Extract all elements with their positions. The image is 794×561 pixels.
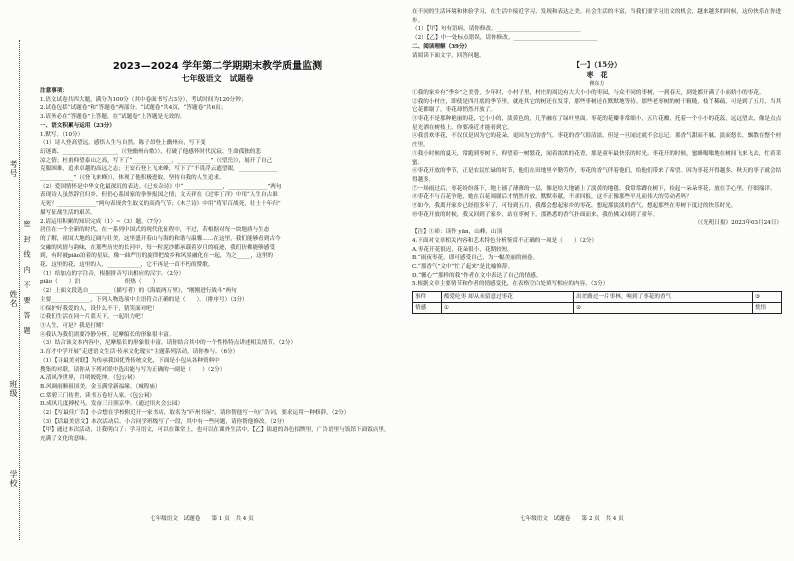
text-line: D.成风几度搏杖马，发奋三日照京华。（通过用火会公园） — [40, 401, 184, 408]
binding-strip — [0, 40, 36, 540]
binding-label-exam-number: 考号 — [9, 160, 18, 178]
table-cell: 出差路过一片枣林，嗅到了枣花的香气 — [574, 292, 753, 303]
passage-author: 穆东方 — [589, 81, 605, 88]
passage-note: 【注】①峁：读作 yān，山峰，山顶 — [412, 229, 503, 236]
text-line: （2）上面文段选自________（描写者）的《海底两万里》，“刚刚进行战斗”两句 — [40, 288, 237, 295]
text-line: 到，有时被piāo泊着的星辰，像一曲严厉的旋律把故乡和风景融化在一起，为之_____，这里的 — [40, 253, 274, 260]
text-line: B.风调雨顺祖国美，金玉满堂新福缘。（城隍庙） — [40, 383, 161, 390]
passage-body — [412, 89, 782, 220]
text-line: （3）【话最美语文】本次活动后，小合同学班级写了一段，其中有一些问题，请你帮他修改。（2分） — [40, 418, 288, 425]
text-line: ⑤我小时候的夏天，常跑到枣树下，仰望着一树繁花，闻着浓浓的花香，那是童年最快乐的时光。枣花开的时候，蜜蜂嗡嗡地在树间飞来飞去，忙着采蜜。 — [412, 150, 782, 166]
question-4-stem: 4.下面对文章相关内容和艺术特色分析鉴赏不正确的一项是（ ）（2分） — [412, 237, 598, 244]
table-row — [413, 303, 782, 314]
text-line: ⑥枣花开放的季节，正是农民忙碌的时节，他们在田地里辛勤劳作，枣花的香气伴着他们，给他们带来了希望。因为枣花开得越多，秋天的枣子就会结得越多。 — [412, 168, 782, 183]
text-line: 2.试卷包括“试题卷”和“答题卷”两部分。“试题卷”共4页，“答题卷”共6页； — [40, 105, 227, 112]
binding-label-school: 学校 — [9, 470, 18, 488]
text-line: 3.请务必在“答题卷”上答题，在“试题卷”上答题是无效的。 — [40, 114, 186, 121]
text-line: ⑨如今，我离开家乡已经很多年了，可每到五月，我都会想起家乡的枣花，想起那淡淡的香气，想起那些在枣树下度过的快乐时光。 — [412, 203, 737, 210]
text-line: 在不同的生活环境和体验学习，在生活中接近学习、发现和表达之美。社会生活的丰富，当我们要学习语文的机会，越来越多的时候，这份快乐在你进步。 — [412, 9, 782, 24]
text-line: （1）诗人登高望远，感悟人生与自然。陈子昂登上幽州台，写下变 — [40, 140, 206, 147]
left-column-text — [40, 87, 395, 444]
text-line: 表现诗人虽然辞官归乡，但仍心系国家的拳拳报国之情；文天祥在《过零丁洋》中用“人生自古谁 — [40, 192, 278, 199]
text-line: ⑦一场雨过后，枣花纷纷落下，地上铺了薄薄的一层，像是给大地铺上了淡黄的地毯。我常常蹲在树下，捡起一朵朵枣花，放在手心里，仔细端详。 — [412, 185, 776, 192]
text-line: 1.默写。（10分） — [40, 131, 84, 138]
question-5-table — [412, 291, 782, 314]
table-cell: 事件 — [413, 292, 442, 303]
question-4-options — [412, 246, 782, 281]
text-line: ③枣花不是那种艳丽的花，它小小的，淡黄色的，几乎融在了绿叶里面。枣花的花瓣非常细小，五片花瓣，托着一个小小的花蕊，远远望去，像是点点星光洒在树枝上。你要凑近才能看到它。 — [412, 116, 782, 131]
footer-left: 七年级语文 试题卷 第 1 页 共 4 页 — [150, 516, 254, 522]
text-line: ____________”（《登飞来峰》），体现了他积极进取，坚持自我的人生追求。 — [40, 175, 225, 182]
text-line: 注意事项： — [40, 88, 68, 94]
text-line: 凉之情；杜甫仰望泰山之高，写下了“______________，____________”（《望岳》），展开了自己 — [40, 157, 273, 164]
right-column-intro — [412, 8, 782, 60]
text-line: A.清风净世界，月明皎乾坤。（包公祠） — [40, 375, 139, 382]
text-line: C.常碧三门传世，读书万卷好人家。（包公祠） — [40, 392, 155, 399]
text-line: （3）结合该文本内容中，尼摩船长的形象很丰富，请你结合其中的一个性格特点讲述相关情节。（2分） — [40, 340, 297, 347]
question-5-stem: 5.根据文章主要情节和作者的情感变化，在表格空白处填写相应的内容。（3分） — [412, 281, 609, 288]
text-line: （2）爱国情怀是中华文化最深沉的表达。《已亥杂诗》中“______________，______________”两句 — [40, 183, 282, 190]
text-line: 描写征战生活的艰苦。 — [40, 209, 96, 216]
text-line: （1）【寻最美对联】为传承我国优秀传统文化，下面是小包从各种资料中 — [40, 357, 220, 364]
binding-notice: 密 封 线 内 不 要 答 题 — [23, 220, 31, 337]
text-line: 搜集的对联，请你从下列对联中选出能与写为正确的一副是（ ）（2分） — [40, 366, 226, 373]
passage-title: 枣 花 — [586, 70, 608, 80]
footer-right: 七年级语文 试题卷 第 2 页 共 4 页 — [520, 516, 624, 522]
table-row — [413, 292, 782, 303]
text-line: ②我的小村庄，即使是四月底的季节里，就连其它的树还在发芽，那些枣树还在默默地等待。那些老枣树的树干粗糙，枝丫稀疏，可是到了五月，当其它花都谢了，枣花却悄然开放了。 — [412, 98, 782, 114]
text-line: 居住在一个全新的时代，在一系列中国式的现代化征程中，不过，若根据对每一块地质与生态 — [40, 227, 270, 234]
text-line: （1）给加点的字注音，根据拼音写出相应的汉字。（2分） — [40, 270, 185, 277]
text-line: 花、这里的花，这里的人，____________，它不再是一首不朽的赞歌。 — [40, 262, 214, 269]
text-line: ④我认为我们需要冷静分析，尼摩船长的形象很丰富。 — [40, 331, 175, 338]
text-line: ①我的家乡有“季乡”之美誉，少年时，小村子里，村庄的周边有大大小小的枣园，与众不同的枣树，一到春天，到处都开满了小而娇小的枣花。 — [412, 89, 765, 96]
text-line: D.“馨心”“那样的我”作者在文中表达了自己的情感。 — [412, 272, 542, 279]
text-line: ④我喜欢枣花，不仅仅是因为它的花朵，更因为它的香气。枣花的香气很清淡，但是一旦闻过就不会忘记。那香气甜而不腻，淡而悠长，飘散在整个村庄里。 — [412, 133, 782, 149]
text-line: ⑩枣花开放的时候，我又回到了家乡，站在枣树下，那熟悉的香气扑面而来，我仿佛又回到了童年。 — [412, 211, 659, 218]
text-line: ①保护好我爱的人，设什么不干，猜笑面对吧！ — [40, 305, 158, 312]
text-line: A.枣花开花很迟，花朵很小，花期较短。 — [412, 246, 513, 253]
left-column — [40, 8, 395, 444]
text-line: （2）【写最佳广告】小合想在学校附近开一家书店，取名为“庐州书屋”。请你帮他写一句广告词，要求运用一种修辞。（2分） — [40, 410, 350, 417]
text-line: 无死？______________”两句表现舍生取义的高尚气节；《木兰诗》中用“将军百战死，壮士十年归” — [40, 201, 281, 208]
text-line: ③人生，可是？我是打赌！ — [40, 322, 108, 329]
text-line: 2.请运用积累的知识完成（1）~（3）题。（7分） — [40, 218, 165, 225]
table-cell: 酷爱吃枣 却从未留意过枣花 — [441, 292, 573, 303]
text-line: ⑧枣花不与百花争艳，她在百花凋谢后才悄然开放，默默奉献，不求回报，这不正像那些平凡而伟大的劳动者吗？ — [412, 194, 692, 201]
table-cell: ① — [441, 303, 573, 314]
text-line: 的了解，祖国大地的辽阔与壮美，这里盛开着山与海的和谐与温馨……在这里，我们能够看到古今 — [40, 235, 281, 242]
text-line: 3.育才中学开展“走进语文生活·传承文化瑰宝”主题系列活动，请你参与。（6分） — [40, 349, 239, 356]
passage-source: （《光明日报》2023年03月24日） — [694, 220, 782, 227]
binding-line — [19, 40, 20, 540]
text-line: B.“雨夜枣花，即可感受自己，为一幅美丽的画卷。 — [412, 255, 539, 262]
text-line: 主要______________，下列人物选项中主语符合正确的是（ ）。（排序号）（3分） — [40, 296, 248, 303]
text-line: 一、语文积累与运用（23分） — [40, 122, 115, 129]
text-line: 克服困难，追求卓越的高远之志；王安石登上飞来峰，写下了“不畏浮云遮望眼，______________ — [40, 166, 278, 173]
exam-subtitle: 七年级语文 试题卷 — [181, 74, 254, 83]
table-cell: 恍悟 — [753, 303, 782, 314]
right-column — [412, 8, 782, 314]
text-line: （1）【甲】句有语病，请你修改。______________________________ — [412, 26, 581, 33]
text-line: 幻迷离、____________________（《登幽州台歌》），打破了他感怀时代沉寂、生命孤独的悲 — [40, 148, 261, 155]
text-line: 1.语文试卷共四大题，满分为100分（其中卷面书写占3分），考试时间为120分钟； — [40, 96, 247, 103]
text-line: ②我们生活在同一片蓝天下，一起用力吧！ — [40, 314, 147, 321]
table-cell: ② — [574, 303, 753, 314]
binding-label-name: 姓名 — [9, 290, 18, 308]
text-line: 交融的风情与韵味，在那些历史的长河中，每一粒泥沙都承载着岁月的痕迹，我们仿佛能够感受 — [40, 244, 275, 251]
binding-label-class: 班级 — [9, 380, 18, 398]
text-line: （2）【乙】中一处标点错误，请你修改。______________________________ — [412, 35, 598, 42]
text-line: 请阅读下面文字，回答问题。 — [412, 52, 485, 59]
exam-title: 2023—2024 学年第二学期期末教学质量监测 — [112, 61, 323, 72]
table-cell: ③ — [753, 292, 782, 303]
text-line: 【甲】通过本次活动，让我明白了：学习语文，可以在课堂上，也可以在课外生活中。【乙】街道的各色招牌里，广告语里与饭馆下面饭店里，充满了文化的意味。 — [40, 427, 390, 443]
text-line: piāo（ ）泊 炽热（ ） — [40, 279, 159, 286]
table-cell: 情感 — [413, 303, 442, 314]
text-line: C.“那香气”文中“忙了起来”是比喻修辞。 — [412, 263, 514, 270]
text-line: 二、阅读理解（39分） — [412, 43, 471, 50]
passage-section: 【一】（15分） — [572, 60, 622, 70]
